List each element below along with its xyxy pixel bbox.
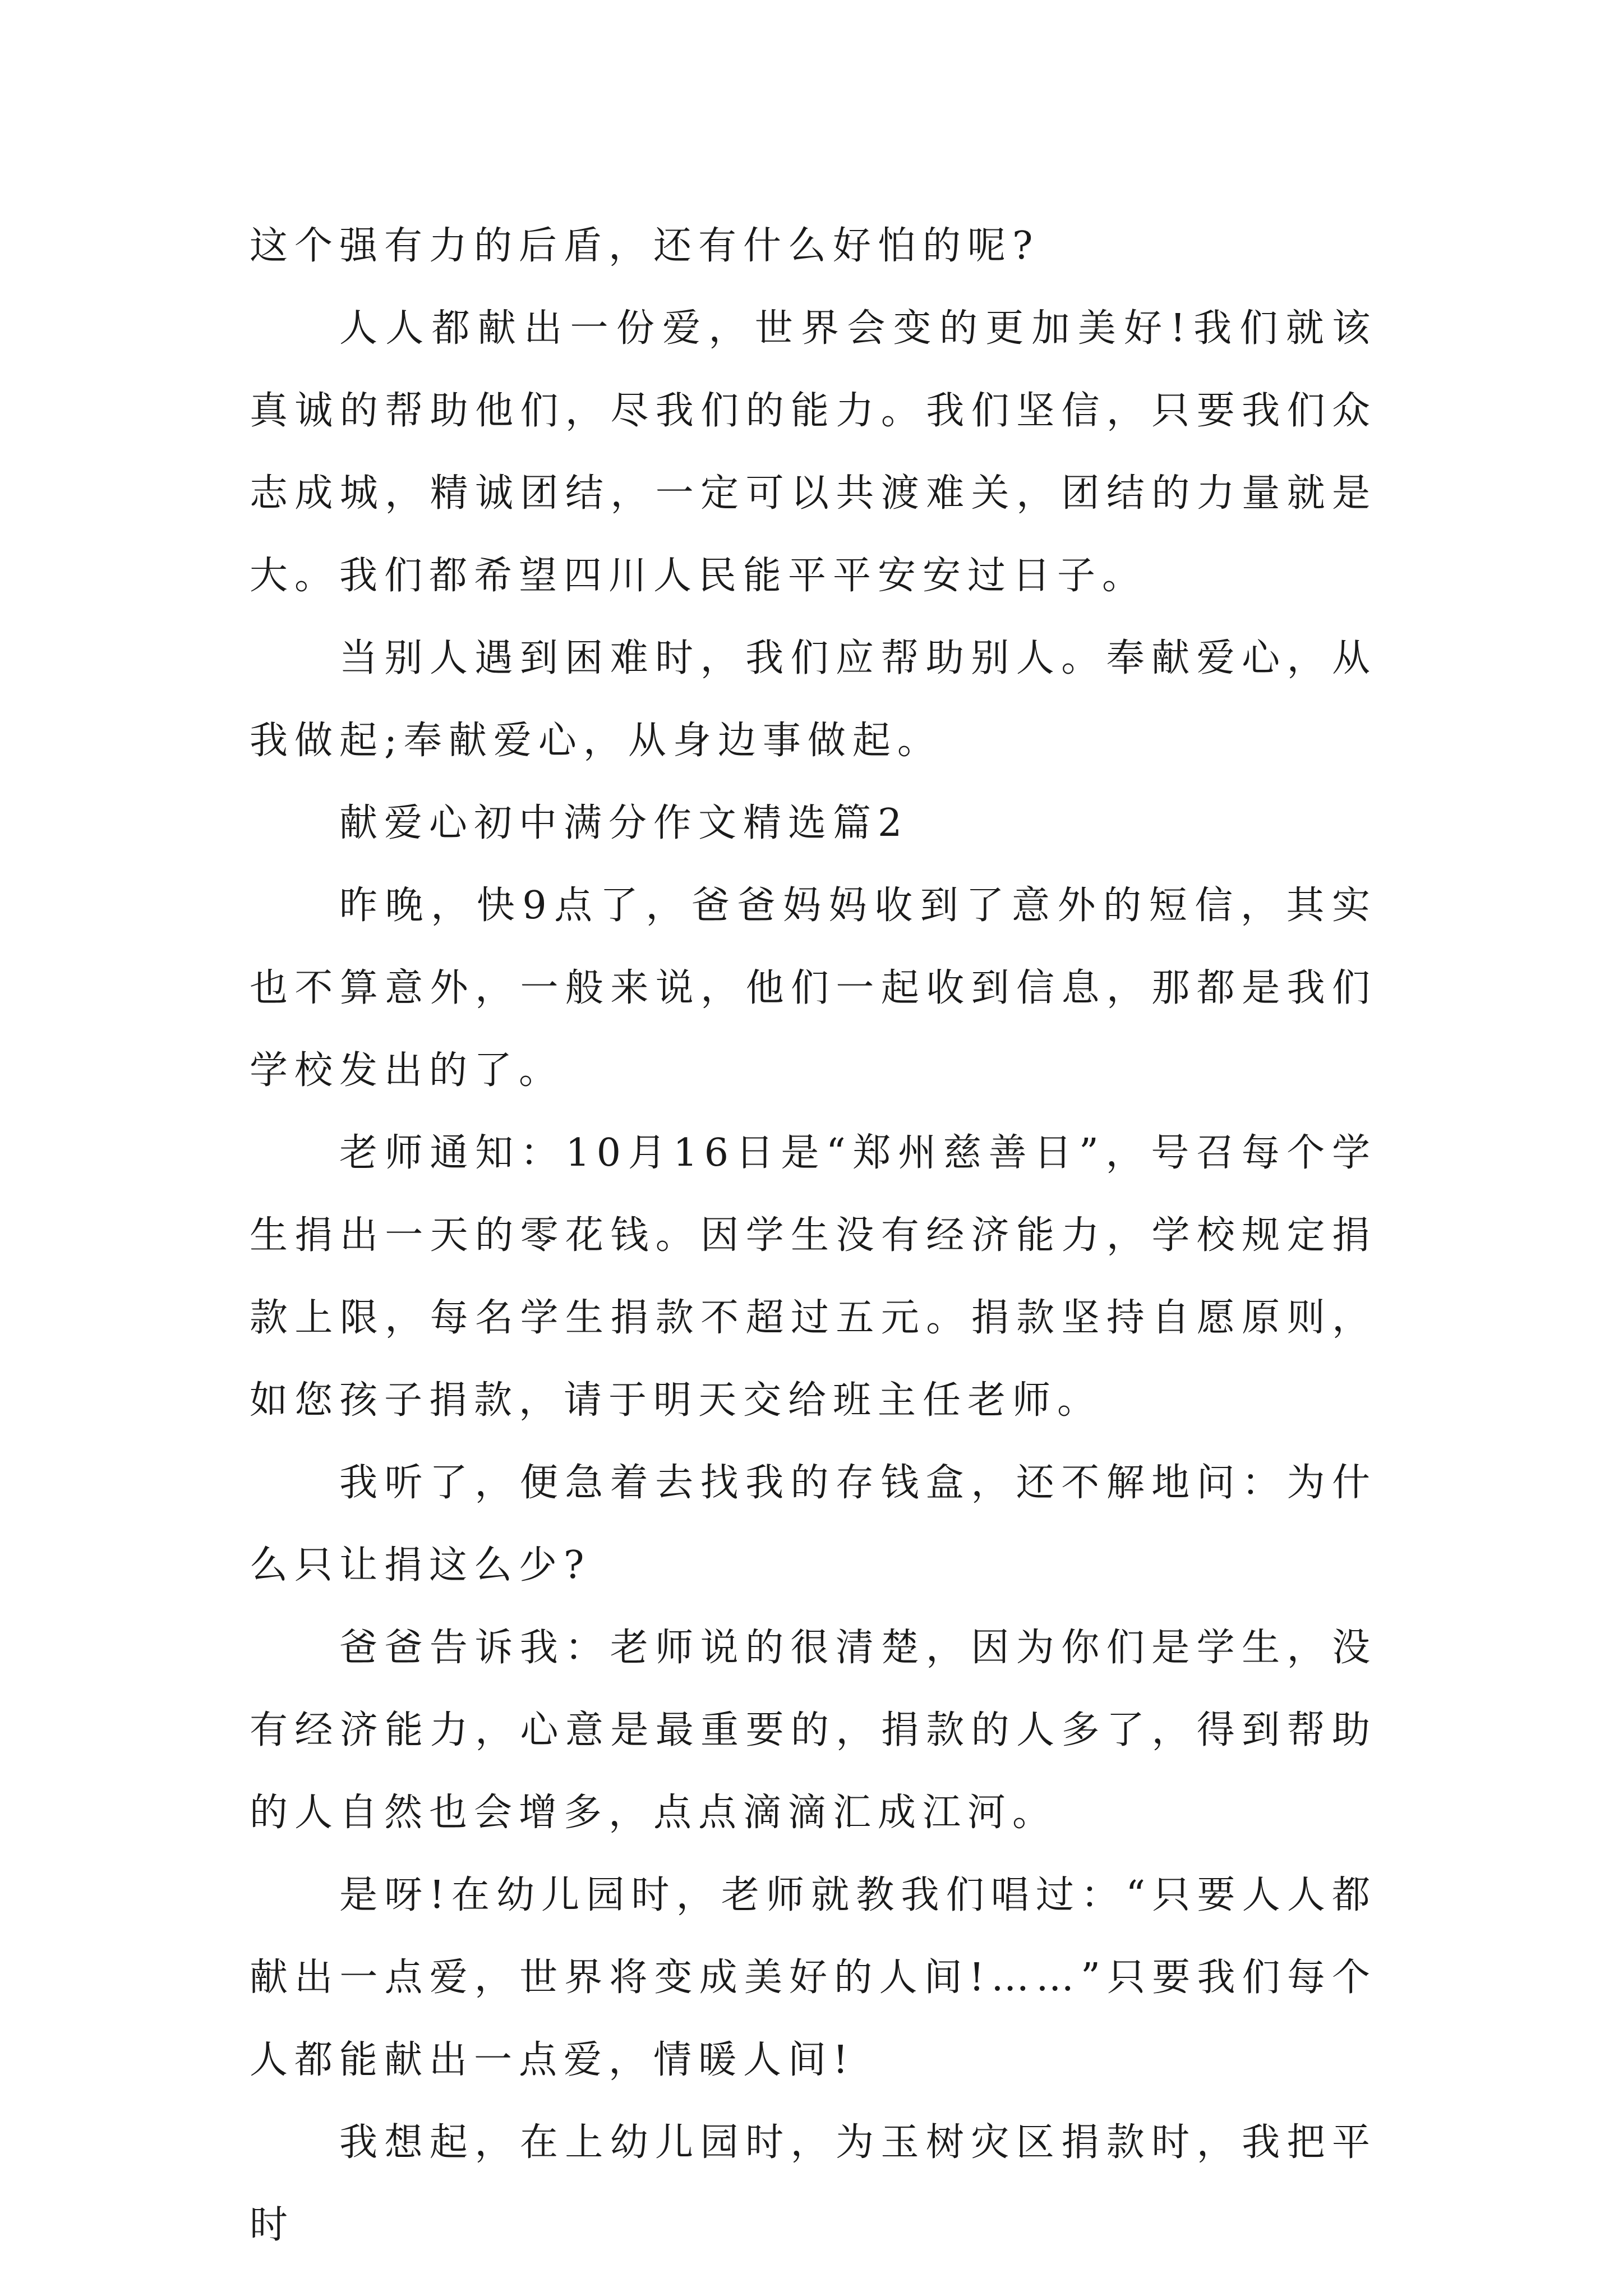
paragraph: 是呀!在幼儿园时，老师就教我们唱过：“只要人人都献出一点爱，世界将变成美好的人间!……”只要我们每个人都能献出一点爱，情暖人间!	[250, 1873, 1377, 2082]
paragraph: 昨晚，快9点了，爸爸妈妈收到了意外的短信，其实也不算意外，一般来说，他们一起收到信息，那都是我们学校发出的了。	[250, 884, 1377, 1093]
paragraph: 老师通知：10月16日是“郑州慈善日”，号召每个学生捐出一天的零花钱。因学生没有经济能力，学校规定捐款上限，每名学生捐款不超过五元。捐款坚持自愿原则，如您孩子捐款，请于明天交给班主任老师。	[250, 1131, 1377, 1423]
document-body	[250, 205, 1377, 2266]
paragraph: 我听了，便急着去找我的存钱盒，还不解地问：为什么只让捐这么少?	[250, 1461, 1377, 1588]
paragraph: 我想起，在上幼儿园时，为玉树灾区捐款时，我把平时	[250, 2120, 1377, 2247]
paragraph: 爸爸告诉我：老师说的很清楚，因为你们是学生，没有经济能力，心意是最重要的，捐款的人多了，得到帮助的人自然也会增多，点点滴滴汇成江河。	[250, 1626, 1377, 1835]
section-heading: 献爱心初中满分作文精选篇2	[339, 801, 909, 845]
paragraph: 人人都献出一份爱，世界会变的更加美好!我们就该真诚的帮助他们，尽我们的能力。我们坚信，只要我们众志成城，精诚团结，一定可以共渡难关，团结的力量就是大。我们都希望四川人民能平平安安过日子。	[250, 306, 1377, 598]
paragraph: 当别人遇到困难时，我们应帮助别人。奉献爱心，从我做起;奉献爱心，从身边事做起。	[250, 636, 1377, 763]
paragraph-continued: 这个强有力的后盾，还有什么好怕的呢?	[250, 224, 1040, 268]
